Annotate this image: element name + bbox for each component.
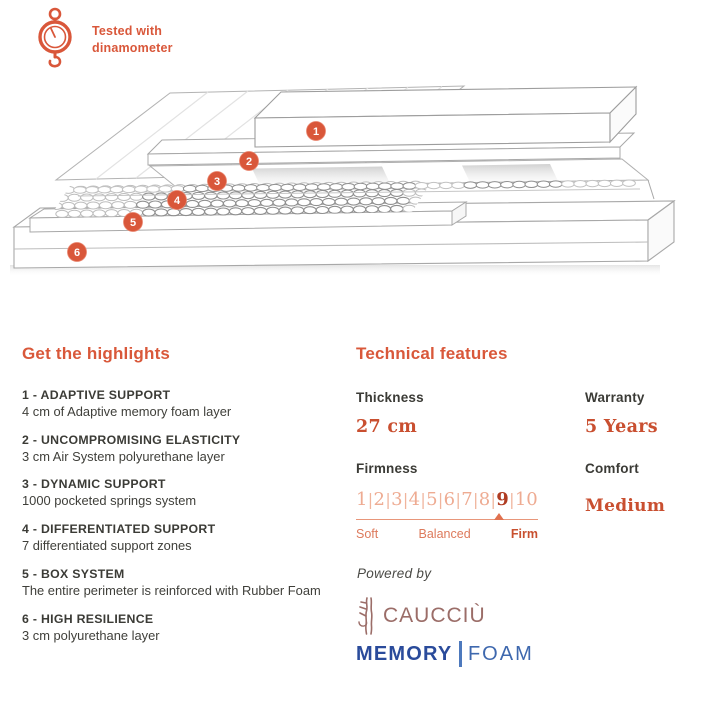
firmness-separator: | [385, 490, 391, 509]
firmness-separator: | [490, 490, 496, 509]
highlight-item [22, 477, 344, 509]
firmness-number-9: 9 [496, 489, 509, 510]
brand-separator-bar [459, 641, 462, 667]
firmness-label-balanced: Balanced [418, 527, 471, 541]
firmness-number-10: 10 [514, 489, 538, 510]
highlight-title: 6 - HIGH RESILIENCE [22, 611, 154, 626]
firmness-scale-labels [356, 527, 538, 541]
highlight-description: 1000 pocketed springs system [22, 493, 197, 509]
highlight-title: 4 - DIFFERENTIATED SUPPORT [22, 522, 216, 537]
comfort-block [585, 461, 690, 541]
highlight-item [22, 612, 344, 644]
firmness-separator: | [420, 490, 426, 509]
highlight-title: 1 - ADAPTIVE SUPPORT [22, 388, 171, 402]
highlight-description: 3 cm polyurethane layer [22, 627, 160, 643]
memoryfoam-logo [356, 641, 534, 667]
highlights-section [22, 344, 344, 656]
firmness-separator: | [437, 490, 444, 509]
svg-text:1: 1 [312, 125, 320, 138]
comfort-value: Medium [585, 496, 666, 516]
caucciu-logo [355, 596, 486, 636]
firmness-scale-numbers [356, 489, 538, 510]
highlights-title: Get the highlights [22, 344, 171, 363]
firmness-number-7: 7 [461, 489, 473, 510]
firmness-number-1: 1 [356, 489, 368, 510]
highlights-list [22, 388, 344, 643]
firmness-block [356, 461, 541, 541]
warranty-label: Warranty [585, 390, 645, 405]
firmness-pointer-icon [494, 513, 504, 520]
firmness-separator: | [455, 490, 461, 509]
firmness-separator: | [367, 490, 374, 509]
tested-badge-label: Tested with dinamometer [92, 24, 173, 55]
firmness-separator: | [472, 490, 479, 509]
highlight-item [22, 522, 344, 554]
tested-badge [30, 6, 173, 74]
thickness-value: 27 cm [356, 417, 418, 437]
svg-text:3: 3 [213, 175, 221, 188]
firmness-number-3: 3 [391, 489, 403, 510]
highlight-description: 4 cm of Adaptive memory foam layer [22, 404, 232, 419]
layer-marker-6 [68, 243, 87, 262]
warranty-block [585, 390, 690, 437]
comfort-label: Comfort [585, 461, 639, 476]
powered-by-label: Powered by [357, 566, 432, 581]
highlight-title: 2 - UNCOMPROMISING ELASTICITY [22, 432, 241, 447]
svg-text:5: 5 [129, 216, 137, 229]
highlight-item [22, 433, 344, 465]
firmness-number-5: 5 [426, 489, 438, 510]
firmness-number-2: 2 [373, 489, 385, 510]
firmness-scale [356, 489, 538, 541]
thickness-label: Thickness [356, 390, 424, 405]
technical-title: Technical features [356, 344, 508, 363]
highlight-item [22, 567, 344, 599]
layer-marker-3 [208, 172, 227, 191]
firmness-separator: | [402, 490, 409, 509]
warranty-value: 5 Years [585, 417, 658, 437]
firmness-scale-rule [356, 513, 538, 520]
foam-wordmark: FOAM [467, 642, 534, 665]
firmness-separator: | [509, 490, 515, 509]
firmness-number-4: 4 [408, 489, 421, 510]
technical-section [356, 344, 690, 541]
highlight-description: 3 cm Air System polyurethane layer [22, 448, 225, 464]
dynamometer-icon [30, 6, 82, 74]
memory-wordmark: MEMORY [356, 642, 453, 665]
thickness-block [356, 390, 541, 437]
layer-marker-2 [240, 152, 259, 171]
firmness-number-6: 6 [443, 489, 456, 510]
svg-text:6: 6 [73, 246, 81, 259]
layer-marker-1 [307, 122, 326, 141]
highlight-item [22, 388, 344, 420]
caucciu-wordmark: CAUCCIÙ [383, 604, 486, 627]
firmness-label-firm: Firm [510, 527, 538, 541]
firmness-label: Firmness [356, 461, 418, 476]
firmness-number-8: 8 [478, 489, 491, 510]
highlight-title: 3 - DYNAMIC SUPPORT [22, 477, 166, 492]
highlight-description: 7 differentiated support zones [22, 538, 192, 554]
mattress-diagram [0, 80, 720, 295]
rubber-tree-icon [355, 596, 379, 636]
firmness-label-soft: Soft [356, 527, 379, 541]
highlight-title: 5 - BOX SYSTEM [22, 566, 125, 581]
highlight-description: The entire perimeter is reinforced with Rubber Foam [22, 582, 321, 598]
svg-text:4: 4 [173, 194, 181, 207]
layer-marker-5 [124, 213, 143, 232]
svg-text:2: 2 [245, 155, 253, 168]
layer-marker-4 [168, 191, 187, 210]
